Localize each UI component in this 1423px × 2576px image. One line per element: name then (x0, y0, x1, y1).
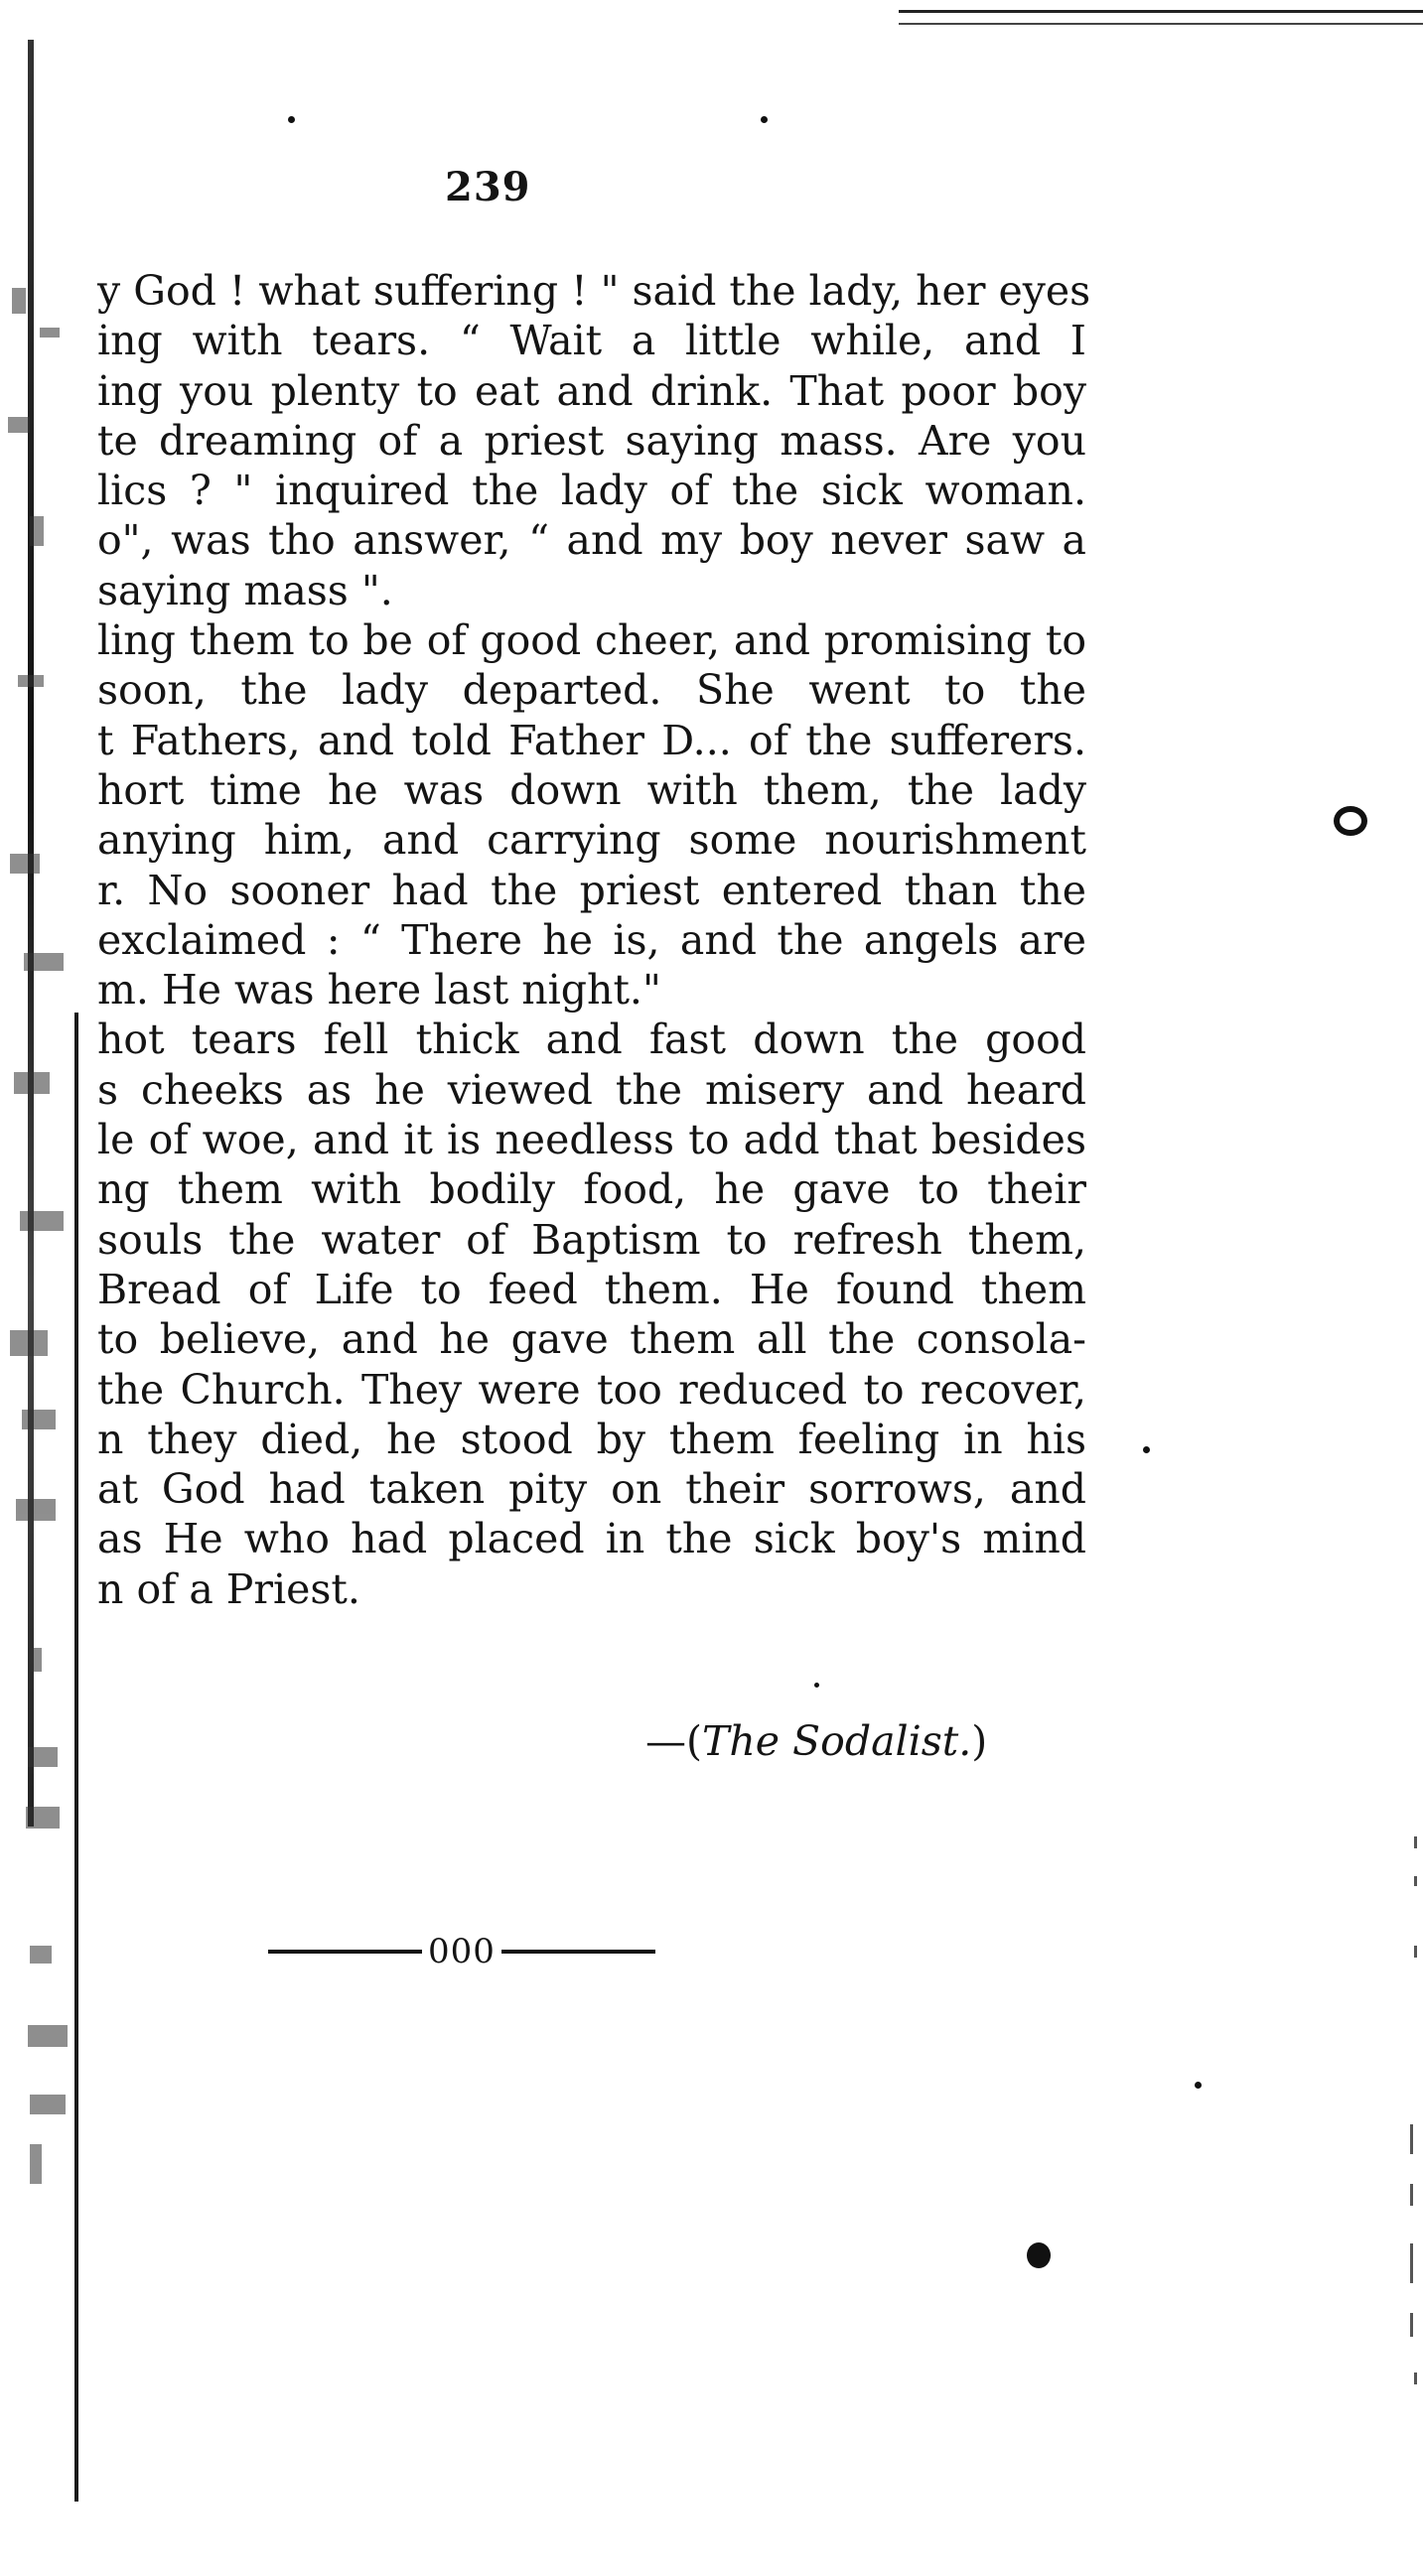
text-line: le of woe, and it is needless to add that besides (97, 1116, 1086, 1164)
text-line: ling them to be of good cheer, and promising to (97, 616, 1086, 665)
speck (1143, 1446, 1150, 1453)
text-line: at God had taken pity on their sorrows, and (97, 1465, 1086, 1514)
text-line: t Fathers, and told Father D... of the sufferers. (97, 716, 1086, 764)
ornament-rule-right (501, 1950, 655, 1954)
page-number: 239 (445, 164, 531, 210)
text-line: souls the water of Baptism to refresh them, (97, 1215, 1086, 1264)
speck (814, 1683, 819, 1688)
text-line: y God ! what suffering ! " said the lady, her eyes (97, 267, 1091, 315)
speck (761, 116, 768, 123)
ornament-rule-left (268, 1950, 422, 1954)
attribution-suffix: ) (971, 1717, 988, 1765)
text-line: lics ? " inquired the lady of the sick woman. (97, 467, 1086, 515)
text-line: soon, the lady departed. She went to the (97, 666, 1086, 715)
text-line: n of a Priest. (97, 1564, 360, 1613)
text-line: to believe, and he gave them all the consola- (97, 1315, 1086, 1364)
speck (288, 116, 295, 123)
section-ornament (268, 1929, 655, 1974)
text-line: ng them with bodily food, he gave to their (97, 1165, 1086, 1214)
text-line: Bread of Life to feed them. He found them (97, 1265, 1086, 1313)
text-line: m. He was here last night." (97, 966, 661, 1015)
body-text (97, 266, 1091, 1614)
ornament-mark: 000 (428, 1932, 496, 1971)
ink-blot (1027, 2242, 1051, 2268)
text-line: ing you plenty to eat and drink. That poor boy (97, 366, 1086, 415)
speck (1195, 2082, 1202, 2089)
text-line: as He who had placed in the sick boy's mind (97, 1515, 1086, 1563)
text-line: r. No sooner had the priest entered than the (97, 866, 1086, 914)
attribution-prefix: —( (645, 1717, 702, 1765)
text-line: hort time he was down with them, the lady (97, 765, 1086, 814)
text-line: the Church. They were too reduced to recover, (97, 1365, 1086, 1414)
text-line: s cheeks as he viewed the misery and heard (97, 1065, 1086, 1114)
attribution (645, 1717, 987, 1765)
attribution-source: The Sodalist. (702, 1717, 972, 1765)
text-line: te dreaming of a priest saying mass. Are you (97, 416, 1086, 465)
text-line: o", was tho answer, “ and my boy never saw a (97, 516, 1086, 565)
text-line: n they died, he stood by them feeling in his (97, 1415, 1086, 1463)
text-line: exclaimed : “ There he is, and the angels are (97, 915, 1086, 964)
text-line: anying him, and carrying some nourishment (97, 816, 1086, 865)
ring-mark (1334, 806, 1367, 836)
facing-page-bleed (0, 258, 109, 2541)
top-rule (899, 10, 1423, 25)
text-line: hot tears fell thick and fast down the good (97, 1016, 1086, 1064)
text-line: ing with tears. “ Wait a little while, and I (97, 317, 1086, 365)
text-line: saying mass ". (97, 566, 393, 614)
